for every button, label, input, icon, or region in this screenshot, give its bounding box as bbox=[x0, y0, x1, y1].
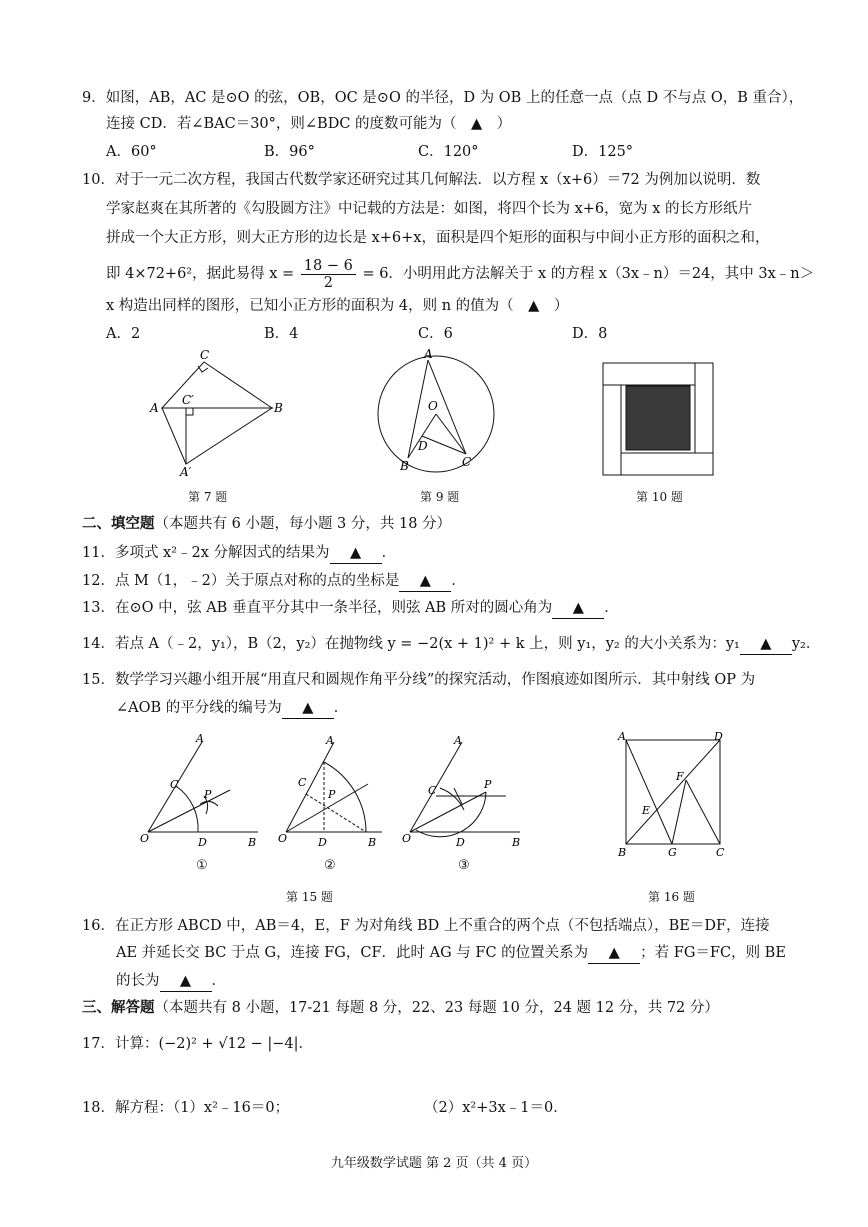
fig15-1-arc bbox=[176, 786, 198, 832]
fig16-line-fc bbox=[686, 780, 720, 844]
q9-option-d: D．125° bbox=[572, 144, 634, 160]
fig7-label-c-prime: C′ bbox=[182, 393, 194, 407]
figure-9 bbox=[370, 348, 510, 476]
fig16-label-d: D bbox=[714, 730, 723, 743]
fig7-label-a-prime: A′ bbox=[180, 465, 192, 479]
fig15-3-label-p: P bbox=[484, 778, 492, 791]
section2-heading bbox=[82, 514, 451, 534]
fig10-rect-bottom bbox=[621, 453, 713, 475]
fig15-1-label-d: D bbox=[198, 836, 207, 849]
fig15-1-label-b: B bbox=[248, 836, 257, 849]
fig16-label-e: E bbox=[642, 804, 651, 817]
q9-option-c: C．120° bbox=[418, 144, 479, 160]
fig7-label-b: B bbox=[274, 401, 283, 415]
q10-line3: 拼成一个大正方形，则大正方形的边长是 x+6+x，面积是四个矩形的面积与中间小正方形的面积之和， bbox=[106, 230, 770, 246]
q11-answer-blank: ▲ bbox=[330, 543, 382, 564]
q15-post: ． bbox=[333, 700, 349, 716]
section3-heading bbox=[82, 998, 719, 1018]
q16-line2 bbox=[116, 943, 786, 964]
q13-post: ． bbox=[604, 600, 619, 616]
q14-text: 14．若点 A（﹣2，y₁），B（2，y₂）在抛物线 y = −2(x + 1)² + k 上，则 y₁，y₂ 的大小关系为：y₁ bbox=[82, 636, 740, 652]
fig10-small-square bbox=[626, 386, 690, 450]
fig9-caption: 第 9 题 bbox=[420, 490, 460, 504]
q17: 17．计算：(−2)² + √12 − |−4|． bbox=[82, 1036, 314, 1052]
fig15-1-label-a: A bbox=[196, 732, 204, 745]
fig15-1-label-p: P bbox=[204, 788, 212, 801]
q16-answer-blank2: ▲ bbox=[160, 971, 212, 992]
fig15-3-label-b: B bbox=[512, 836, 521, 849]
q14-post: y₂． bbox=[791, 636, 821, 652]
fig15-3-label-o: O bbox=[402, 832, 412, 845]
q16-line3 bbox=[116, 971, 226, 992]
q16-text2-mid: ；若 FG＝FC，则 BE bbox=[640, 945, 786, 961]
q15-line1: 15．数学学习兴趣小组开展“用直尺和圆规作角平分线”的探究活动，作图痕迹如图所示．其中射线 OP 为 bbox=[82, 672, 756, 688]
q9-option-a: A．60° bbox=[106, 144, 157, 160]
fig16-line-ag bbox=[626, 740, 672, 844]
fig15-2-label-a: A bbox=[326, 734, 334, 747]
q10-line4-pre: 即 4×72+6²，据此易得 x = bbox=[106, 266, 295, 282]
fig15-3-label-a: A bbox=[454, 734, 462, 747]
fig9-label-a: A bbox=[424, 348, 433, 361]
q10-fraction-numerator: 18 − 6 bbox=[301, 258, 356, 275]
q10-fraction bbox=[301, 258, 356, 291]
figure-7 bbox=[146, 348, 296, 480]
q12-answer-blank: ▲ bbox=[399, 571, 451, 592]
q13 bbox=[82, 598, 619, 619]
fig10-caption: 第 10 题 bbox=[636, 490, 683, 504]
q10-line1: 10．对于一元二次方程，我国古代数学家还研究过其几何解法．以方程 x（x+6）＝72 为例加以说明．数 bbox=[82, 172, 761, 188]
figure-16 bbox=[614, 728, 734, 860]
section2-title: 二、填空题 bbox=[82, 515, 155, 532]
fig15-2-label-o: O bbox=[278, 832, 288, 845]
fig10-rect-left bbox=[603, 385, 621, 475]
q10-option-c: C．6 bbox=[418, 326, 453, 342]
q18-part2: （2）x²+3x﹣1＝0． bbox=[424, 1100, 568, 1116]
fig15-3-label-d: D bbox=[456, 836, 465, 849]
figure-15-1 bbox=[140, 732, 266, 852]
fig16-label-g: G bbox=[668, 846, 677, 859]
figure-15-2 bbox=[278, 732, 390, 852]
q10-line4-post: = 6．小明用此方法解关于 x 的方程 x（3x﹣n）＝24，其中 3x﹣n＞ bbox=[362, 266, 815, 282]
fig16-line-fg bbox=[672, 780, 686, 844]
q9-option-b: B．96° bbox=[264, 144, 315, 160]
q11-post: ． bbox=[381, 545, 397, 561]
q16-text2: AE 并延长交 BC 于点 G，连接 FG，CF．此时 AG 与 FC 的位置关系为 bbox=[116, 945, 589, 961]
fig16-label-f: F bbox=[676, 770, 684, 783]
fig7-triangle-abc bbox=[162, 362, 272, 408]
figure-15-3 bbox=[402, 732, 528, 852]
section2-desc: （本题共有 6 小题，每小题 3 分，共 18 分） bbox=[154, 516, 452, 532]
q13-text: 13．在⊙O 中，弦 AB 垂直平分其中一条半径，则弦 AB 所对的圆心角为 bbox=[82, 600, 553, 616]
fig15-sub2: ② bbox=[324, 858, 336, 873]
fig16-caption: 第 16 题 bbox=[648, 890, 695, 904]
fig15-1-label-c: C bbox=[170, 778, 179, 791]
q10-line5: x 构造出同样的图形，已知小正方形的面积为 4，则 n 的值为（ ▲ ） bbox=[106, 298, 569, 314]
q16-answer-blank1: ▲ bbox=[588, 943, 640, 964]
q16-post: ． bbox=[211, 973, 226, 989]
q13-answer-blank: ▲ bbox=[552, 598, 604, 619]
q14 bbox=[82, 634, 820, 655]
fig15-2-perp2 bbox=[306, 794, 366, 832]
q18-part1: 18．解方程：（1）x²﹣16＝0； bbox=[82, 1100, 290, 1116]
q12-post: ． bbox=[451, 573, 466, 589]
section3-desc: （本题共有 8 小题，17-21 每题 8 分，22、23 每题 10 分，24 题 12 分，共 72 分） bbox=[154, 1000, 719, 1016]
fig15-2-label-b: B bbox=[368, 836, 377, 849]
fig9-label-b: B bbox=[400, 459, 409, 473]
fig15-sub1: ① bbox=[196, 858, 208, 873]
q11-text: 11．多项式 x²﹣2x 分解因式的结果为 bbox=[82, 545, 330, 561]
fig9-label-o: O bbox=[428, 399, 438, 413]
q12-text: 12．点 M（1，﹣2）关于原点对称的点的坐标是 bbox=[82, 573, 400, 589]
q10-option-a: A．2 bbox=[106, 326, 141, 342]
fig15-2-label-p: P bbox=[328, 788, 336, 801]
q11 bbox=[82, 543, 396, 564]
fig9-label-c: C bbox=[462, 455, 472, 469]
fig10-rect-top bbox=[603, 363, 695, 385]
q16-line1: 16．在正方形 ABCD 中，AB＝4，E，F 为对角线 BD 上不重合的两个点（不包括端点），BE＝DF，连接 bbox=[82, 918, 770, 934]
fig7-caption: 第 7 题 bbox=[188, 490, 228, 504]
fig15-2-label-c: C bbox=[298, 776, 307, 789]
q10-fraction-denominator: 2 bbox=[323, 274, 333, 291]
q15-answer-blank: ▲ bbox=[282, 698, 334, 719]
q10-line4 bbox=[106, 256, 814, 292]
section3-title: 三、解答题 bbox=[82, 999, 155, 1016]
fig16-label-c: C bbox=[716, 846, 725, 859]
fig15-2-label-d: D bbox=[318, 836, 327, 849]
fig16-label-a: A bbox=[618, 730, 626, 743]
q15-text: ∠AOB 的平分线的编号为 bbox=[116, 700, 282, 716]
fig16-label-b: B bbox=[618, 846, 627, 859]
q10-line2: 学家赵爽在其所著的《勾股圆方注》中记载的方法是：如图，将四个长为 x+6，宽为 x 的长方形纸片 bbox=[106, 201, 753, 217]
q10-option-d: D．8 bbox=[572, 326, 608, 342]
q16-text3: 的长为 bbox=[116, 973, 160, 989]
fig15-sub3: ③ bbox=[458, 858, 470, 873]
q9-line1: 9．如图，AB，AC 是⊙O 的弦，OB，OC 是⊙O 的半径，D 为 OB 上的任意一点（点 D 不与点 O，B 重合）， bbox=[82, 90, 804, 106]
q14-answer-blank: ▲ bbox=[740, 634, 792, 655]
fig15-caption: 第 15 题 bbox=[286, 890, 333, 904]
fig7-right-angle-c-prime bbox=[186, 408, 193, 415]
fig15-3-arc1 bbox=[440, 788, 464, 810]
fig10-rect-right bbox=[695, 363, 713, 453]
page-footer: 九年级数学试题 第 2 页（共 4 页） bbox=[330, 1156, 538, 1171]
fig9-label-d: D bbox=[418, 439, 428, 453]
fig15-3-label-c: C bbox=[428, 784, 437, 797]
fig15-3-arc2 bbox=[416, 792, 486, 837]
fig7-label-a: A bbox=[150, 401, 159, 415]
figure-10 bbox=[600, 360, 716, 478]
q10-option-b: B．4 bbox=[264, 326, 299, 342]
fig15-1-label-o: O bbox=[140, 832, 150, 845]
fig7-triangle-aba bbox=[162, 408, 272, 464]
q15-line2 bbox=[116, 698, 348, 719]
fig7-label-c: C bbox=[200, 348, 210, 362]
q9-line2: 连接 CD．若∠BAC＝30°，则∠BDC 的度数可能为（ ▲ ） bbox=[106, 116, 512, 132]
q12 bbox=[82, 571, 466, 592]
fig16-diagonal-bd bbox=[626, 740, 720, 844]
